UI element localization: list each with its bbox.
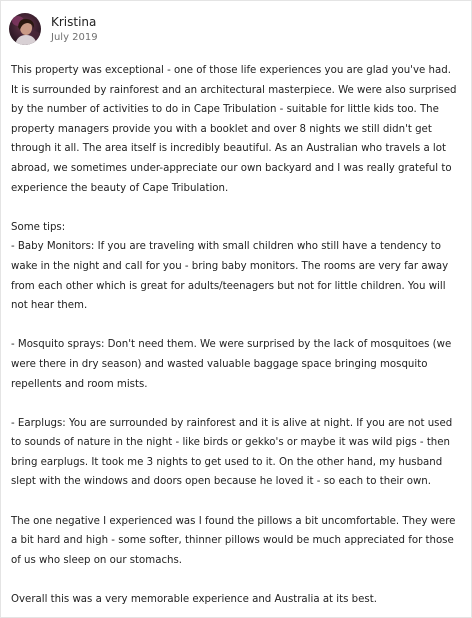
- avatar-photo: [9, 13, 41, 45]
- avatar[interactable]: [9, 13, 41, 45]
- review-date: July 2019: [51, 31, 98, 43]
- review-paragraph-tips-baby-monitors: Some tips: - Baby Monitors: If you are traveling with small children who still have a tendency to wake in the night and call for you - bring baby monitors. The rooms are very far away from each other which is great for adults/teenagers but not for little children. You will not hear them.: [11, 221, 449, 312]
- review-paragraph-intro: This property was exceptional - one of those life experiences you are glad you've had. It is surrounded by rainforest and an architectural masterpiece. We were also surprised by the number of activities to do in Cape Tribulation - suitable for little kids too. The property managers provide you with a booklet and over 8 nights we still didn't get through it all. The area itself is incredibly beautiful. As an Australian who travels a lot abroad, we sometimes under-appreciate our own backyard and I was really grateful to experience the beauty of Cape Tribulation.: [11, 65, 457, 194]
- review-header: [9, 11, 98, 47]
- review-text: [11, 61, 467, 610]
- review-paragraph-negative: The one negative I experienced was I found the pillows a bit uncomfortable. They were a bit hard and high - some softer, thinner pillows would be much appreciated for those of us who sleep on our stomachs.: [11, 515, 456, 566]
- reviewer-name: Kristina: [51, 14, 97, 29]
- reviewer-info: [51, 14, 98, 45]
- review-paragraph-conclusion: Overall this was a very memorable experience and Australia at its best.: [11, 594, 377, 606]
- review-paragraph-earplugs: - Earplugs: You are surrounded by rainforest and it is alive at night. If you are not used to sounds of nature in the night - like birds or gekko's or maybe it was wild pigs - then bring earplugs. It took me 3 nights to get used to it. On the other hand, my husband slept with the windows and doors open because he loved it - so each to their own.: [11, 417, 453, 488]
- review-paragraph-mosquito-sprays: - Mosquito sprays: Don't need them. We were surprised by the lack of mosquitoes (we were there in dry season) and wasted valuable baggage space bringing mosquito repellents and room mists.: [11, 339, 452, 390]
